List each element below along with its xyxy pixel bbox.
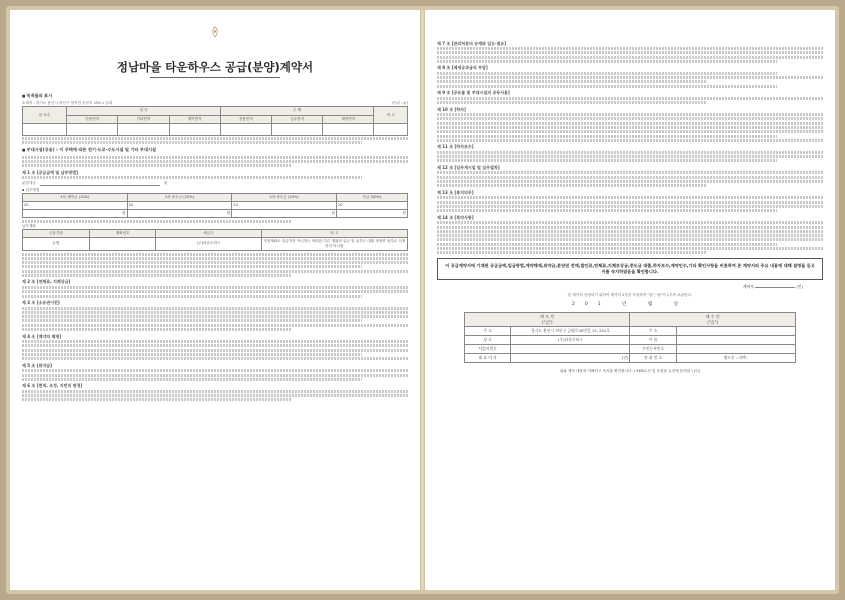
text-line bbox=[437, 101, 707, 104]
clause-title: 제 3 조 [소유권이전] bbox=[22, 300, 60, 306]
text-line bbox=[22, 290, 408, 293]
bank-name: 농협 bbox=[23, 237, 90, 250]
buyer-field-label: 주민등록번호 bbox=[630, 344, 676, 353]
payment-amount[interactable]: 원 bbox=[232, 210, 337, 218]
buyer-field-label: 전 화 번 호 bbox=[630, 353, 676, 362]
property-location: 소재지 : 경기도 용인시 처인구 양지면 송문리 159-1 일대 bbox=[22, 101, 113, 106]
text-line bbox=[22, 315, 408, 318]
text-line bbox=[437, 234, 823, 237]
closing-statement: 본 계약의 증명하기 위하여 계약서 2부를 작성하여 "갑","을"이 1부씩 보관한다. bbox=[567, 292, 693, 297]
text-line bbox=[22, 274, 292, 277]
sub-col: 계약면적 bbox=[169, 115, 220, 123]
date-day: 일 bbox=[673, 302, 688, 308]
clause-title: 제 5 조 [위약금] bbox=[22, 362, 52, 368]
bank-header: 계좌번호 bbox=[89, 229, 156, 237]
notice-text: 이 공급계약서에 기재된 공급금액,입금방법,계약해제,위약금,분양권 전매,할인료,연체료,지체보상금,중도금 대출,하자보수,계약인수,기타 확인사항을 비롯하여 본 계약서의 주요 내용에 대해 설명을 듣고 이를 숙지하였음을 확인합니다. bbox=[445, 263, 815, 275]
text-line bbox=[22, 164, 292, 167]
text-line bbox=[22, 344, 408, 347]
price-field[interactable] bbox=[40, 181, 160, 186]
bank-header: 예금주 bbox=[156, 229, 261, 237]
text-line bbox=[437, 209, 777, 212]
payment-date[interactable]: 20 bbox=[23, 202, 128, 210]
text-line bbox=[437, 155, 823, 158]
confirmation-notice bbox=[437, 258, 823, 280]
table-cell[interactable] bbox=[118, 123, 169, 135]
contract-title: 정남마을 타운하우스 공급(분양)계약서 bbox=[116, 60, 314, 74]
buyer-address-field[interactable] bbox=[676, 326, 795, 335]
clause-title: 제 9 조 [공유물 및 부대시설의 공동사용] bbox=[437, 90, 510, 96]
signature-table bbox=[464, 312, 796, 362]
sub-col: 계약면적 bbox=[323, 115, 374, 123]
seal-mark: (인) bbox=[796, 284, 803, 290]
clause-title: 제 11 조 [하자보수] bbox=[437, 144, 474, 150]
text-line bbox=[22, 270, 408, 273]
signature-field[interactable] bbox=[755, 287, 795, 288]
col-house: 주 택 bbox=[220, 107, 374, 115]
clause-1-title: 제 1 조 [공급금액 및 납부방법] bbox=[22, 169, 78, 175]
consent-footer: 위와 계약 내용을 이해하고 숙지를 확인합니다. ( SMS수신 및 우편물 수신에 동의함 ) (인) bbox=[559, 368, 701, 373]
signature-label: 계약자 bbox=[742, 284, 754, 290]
text-line bbox=[437, 176, 823, 179]
text-line bbox=[22, 349, 408, 352]
text-line bbox=[437, 151, 823, 154]
date-year-suffix: 년 bbox=[622, 302, 637, 308]
account-label: 납부계좌 bbox=[22, 224, 36, 228]
text-line bbox=[437, 80, 707, 83]
text-line bbox=[22, 160, 408, 163]
bank-remark: 지정계좌로 입금하지 아니하는 어떠한 다른 행위의 입금 및 납부도 대출 정당한 납부로 인정하지 아니함 bbox=[261, 237, 407, 250]
text-line bbox=[22, 265, 362, 268]
text-line bbox=[22, 394, 408, 397]
payment-header: 1차 중도금 (20%) bbox=[127, 193, 232, 201]
price-unit: 원 bbox=[163, 181, 168, 186]
bank-account bbox=[89, 237, 156, 250]
text-line bbox=[437, 238, 823, 241]
text-line bbox=[437, 126, 823, 129]
logo-icon bbox=[210, 26, 220, 38]
buyer-name-field[interactable] bbox=[676, 335, 795, 344]
title-rule bbox=[150, 77, 280, 78]
text-line bbox=[437, 122, 823, 125]
text-line bbox=[437, 171, 823, 174]
text-line bbox=[22, 328, 292, 331]
text-line bbox=[22, 369, 408, 372]
unit-label: (단위 : ㎡) bbox=[391, 101, 408, 106]
buyer-field-label: 이 름 bbox=[630, 335, 676, 344]
text-line bbox=[437, 205, 823, 208]
seller-ceo-seal: (인) bbox=[511, 353, 630, 362]
text-line bbox=[22, 156, 408, 159]
text-line bbox=[437, 47, 823, 50]
payment-amount[interactable]: 원 bbox=[23, 210, 128, 218]
payment-date[interactable]: 20 bbox=[232, 202, 337, 210]
text-line bbox=[437, 196, 823, 199]
text-line bbox=[22, 311, 408, 314]
buyer-id-field[interactable] bbox=[676, 344, 795, 353]
table-cell[interactable] bbox=[67, 123, 118, 135]
table-cell[interactable] bbox=[169, 123, 220, 135]
table-cell[interactable] bbox=[374, 123, 408, 135]
col-unit: 동·호수 bbox=[23, 107, 67, 123]
clause-title: 제 14 조 [특약사항] bbox=[437, 214, 474, 220]
sub-col: 공유면적 bbox=[271, 115, 322, 123]
text-line bbox=[22, 220, 292, 223]
text-line bbox=[437, 247, 823, 250]
contract-date bbox=[437, 302, 823, 307]
text-line bbox=[22, 340, 408, 343]
clause-title: 제 12 조 [입주게시일 및 입주절차] bbox=[437, 164, 500, 170]
buyer-phone-field[interactable]: 핸드폰 : 자택 : bbox=[676, 353, 795, 362]
seller-field-label: 사업자번호 bbox=[465, 344, 511, 353]
buyer-header: 매 수 인 ("을") bbox=[630, 313, 795, 326]
clause-title: 제 6 조 [면적, 조정, 지번의 변경] bbox=[22, 383, 83, 389]
bank-holder: (주)타운로하스 bbox=[156, 237, 261, 250]
text-line bbox=[437, 117, 823, 120]
text-line bbox=[22, 176, 362, 179]
seller-field-label: 대 표 이 사 bbox=[465, 353, 511, 362]
text-line bbox=[437, 139, 823, 142]
table-cell[interactable] bbox=[271, 123, 322, 135]
text-line bbox=[22, 253, 408, 256]
payment-header: 2차 중도금 (20%) bbox=[232, 193, 337, 201]
text-line bbox=[437, 97, 823, 100]
text-line bbox=[22, 286, 408, 289]
seller-address: 경기도 용인시 처인구 금령로40번길 13, 201호 bbox=[511, 326, 630, 335]
clause-title: 제 4 조 [계약의 해제] bbox=[22, 333, 62, 339]
text-line bbox=[437, 113, 823, 116]
text-line bbox=[437, 184, 707, 187]
sub-col: 기타면적 bbox=[118, 115, 169, 123]
right-page bbox=[425, 10, 835, 590]
section-facilities: ■ 부대시설(공용) : 이 주택에 따른 전기·도로·수도시설 및 기타 부대시설 bbox=[22, 147, 408, 153]
text-line bbox=[22, 324, 408, 327]
text-line bbox=[22, 357, 408, 360]
text-line bbox=[437, 251, 707, 254]
seller-field-label: 주 소 bbox=[465, 326, 511, 335]
text-line bbox=[22, 261, 408, 264]
table-cell[interactable] bbox=[220, 123, 271, 135]
buyer-field-label: 주 소 bbox=[630, 326, 676, 335]
seller-field-label: 상 호 bbox=[465, 335, 511, 344]
table-cell[interactable] bbox=[23, 123, 67, 135]
text-line bbox=[437, 72, 777, 75]
text-line bbox=[437, 221, 823, 224]
text-line bbox=[437, 85, 777, 88]
clause-title: 제 10 조 [하자] bbox=[437, 106, 466, 112]
text-line bbox=[22, 353, 362, 356]
price-label: 분양대금 bbox=[22, 181, 36, 186]
payment-header: 1차 계약금 (10%) bbox=[23, 193, 128, 201]
sub-col: 전용면적 bbox=[67, 115, 118, 123]
text-line bbox=[437, 243, 777, 246]
text-line bbox=[437, 130, 823, 133]
text-line bbox=[437, 56, 823, 59]
text-line bbox=[22, 141, 362, 144]
text-line bbox=[22, 295, 362, 298]
payment-header: 잔금 (50%) bbox=[336, 193, 407, 201]
col-remark: 비 고 bbox=[374, 107, 408, 123]
text-line bbox=[437, 230, 823, 233]
clause-title: 제 2 조 [연체료, 지체상금] bbox=[22, 279, 71, 285]
payment-label: ▪ 납부방법 bbox=[22, 188, 40, 193]
payment-date[interactable]: 20 bbox=[336, 202, 407, 210]
payment-amount[interactable]: 원 bbox=[336, 210, 407, 218]
seller-business-no bbox=[511, 344, 630, 353]
text-line bbox=[22, 319, 362, 322]
text-line bbox=[437, 180, 823, 183]
payment-date[interactable]: 20 bbox=[127, 202, 232, 210]
section-property: ■ 목적물의 표시 bbox=[22, 93, 408, 99]
text-line bbox=[22, 378, 362, 381]
text-line bbox=[437, 76, 823, 79]
text-line bbox=[22, 257, 408, 260]
property-table bbox=[22, 106, 408, 135]
text-line bbox=[437, 201, 823, 204]
text-line bbox=[22, 307, 408, 310]
text-line bbox=[437, 226, 823, 229]
bank-table bbox=[22, 229, 408, 252]
bank-header: 비 고 bbox=[261, 229, 407, 237]
text-line bbox=[437, 51, 823, 54]
left-page bbox=[10, 10, 420, 590]
payment-table bbox=[22, 193, 408, 219]
date-year: 201 bbox=[572, 302, 611, 308]
date-month: 월 bbox=[647, 302, 663, 308]
text-line bbox=[437, 135, 777, 138]
clause-title: 제 7 조 [관리처분의 승계와 입도·점유] bbox=[437, 40, 507, 46]
text-line bbox=[22, 374, 408, 377]
text-line bbox=[437, 60, 777, 63]
clause-title: 제 8 조 [제세공과금의 부담] bbox=[437, 65, 488, 71]
seller-header: 매 도 인 ("갑") bbox=[465, 313, 630, 326]
text-line bbox=[22, 137, 408, 140]
clause-title: 제 13 조 [통지의무] bbox=[437, 189, 474, 195]
text-line bbox=[22, 390, 408, 393]
sub-col: 전용면적 bbox=[220, 115, 271, 123]
bank-header: 금융기관 bbox=[23, 229, 90, 237]
text-line bbox=[437, 159, 777, 162]
table-cell[interactable] bbox=[323, 123, 374, 135]
col-land: 대 지 bbox=[67, 107, 221, 115]
payment-amount[interactable]: 원 bbox=[127, 210, 232, 218]
text-line bbox=[22, 398, 292, 401]
seller-company: (주)타운로하스 bbox=[511, 335, 630, 344]
